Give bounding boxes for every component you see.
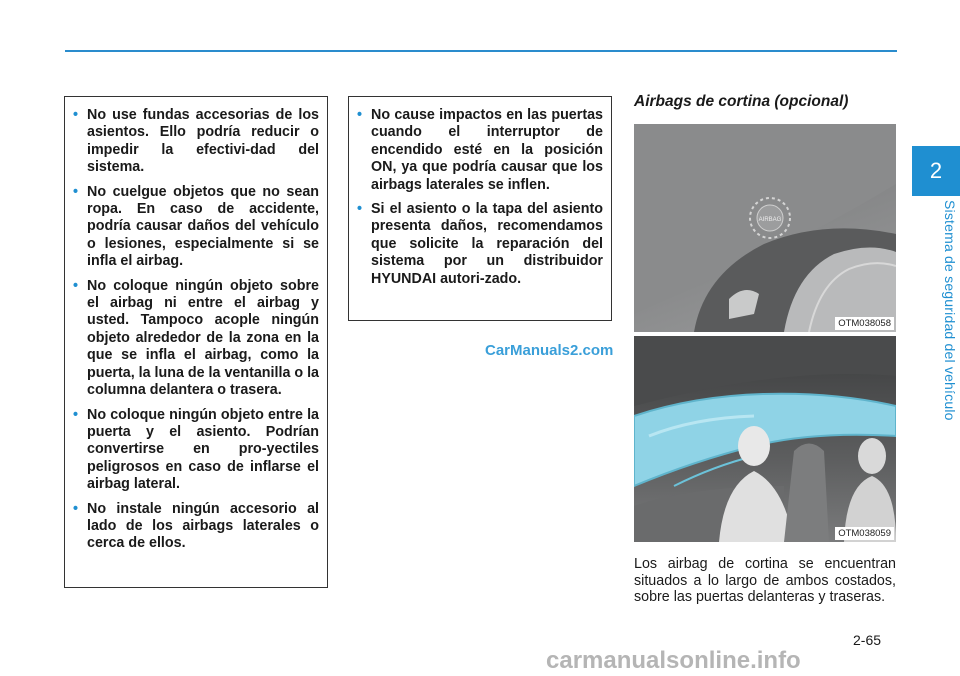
- chapter-tab[interactable]: [912, 146, 960, 196]
- section-body-text: Los airbag de cortina se encuentran situados a lo largo de ambos costados, sobre las puertas delanteras y traseras.: [634, 556, 896, 606]
- curtain-airbag-illustration: [634, 336, 896, 542]
- figure-curtain-airbag: [634, 336, 896, 542]
- bullet-icon: •: [73, 277, 79, 294]
- list-item: • No cuelgue objetos que no sean ropa. En caso de accidente, podría causar daños del vehículo o lesiones, especialmente si se infla el airbag.: [73, 183, 319, 270]
- header-rule: [65, 50, 897, 52]
- list-item: • No cause impactos en las puertas cuando el interruptor de encendido esté en la posición ON, ya que podría causar que los airbags laterales se inflen.: [357, 107, 603, 193]
- warning-box-left: [64, 96, 328, 588]
- list-item: • No instale ningún accesorio al lado de los airbags laterales o cerca de ellos.: [73, 500, 319, 552]
- list-item: • No coloque ningún objeto entre la puerta y el asiento. Podrían convertirse en pro-yectiles peligrosos en caso de inflarse el airbag lateral.: [73, 406, 319, 493]
- airbag-badge-label: AIRBAG: [758, 217, 782, 223]
- figure-code: OTM038059: [835, 527, 894, 540]
- bullet-icon: •: [73, 406, 79, 423]
- figure-code: OTM038058: [835, 317, 894, 330]
- bullet-icon: •: [357, 201, 363, 218]
- bullet-icon: •: [73, 107, 79, 123]
- footer-watermark: carmanualsonline.info: [546, 647, 801, 674]
- section-title: Airbags de cortina (opcional): [634, 93, 849, 110]
- figure-headliner-airbag: [634, 124, 896, 332]
- bullet-icon: •: [73, 183, 79, 200]
- page-number: 2-65: [853, 632, 882, 648]
- list-item: • Si el asiento o la tapa del asiento presenta daños, recomendamos que solicite la reparación del sistema por un distribuidor HYUNDAI autori-zado.: [357, 201, 603, 287]
- warning-box-right: [348, 96, 612, 321]
- bullet-icon: •: [73, 500, 79, 517]
- chapter-number: 2: [929, 158, 943, 183]
- list-item: • No use fundas accesorias de los asientos. Ello podría reducir o impedir la efectivi-dad del sistema.: [73, 107, 319, 176]
- headliner-illustration: [634, 124, 896, 332]
- bullet-icon: •: [357, 107, 363, 123]
- chapter-title: Sistema de seguridad del vehículo: [942, 200, 958, 421]
- list-item: • No coloque ningún objeto sobre el airbag ni entre el airbag y usted. Tampoco acople ningún objeto alrededor de la zona en la que se infla el airbag, como la puerta, la luna de la ventanilla o la columna delantera o trasera.: [73, 277, 319, 399]
- watermark-link[interactable]: CarManuals2.com: [485, 342, 614, 359]
